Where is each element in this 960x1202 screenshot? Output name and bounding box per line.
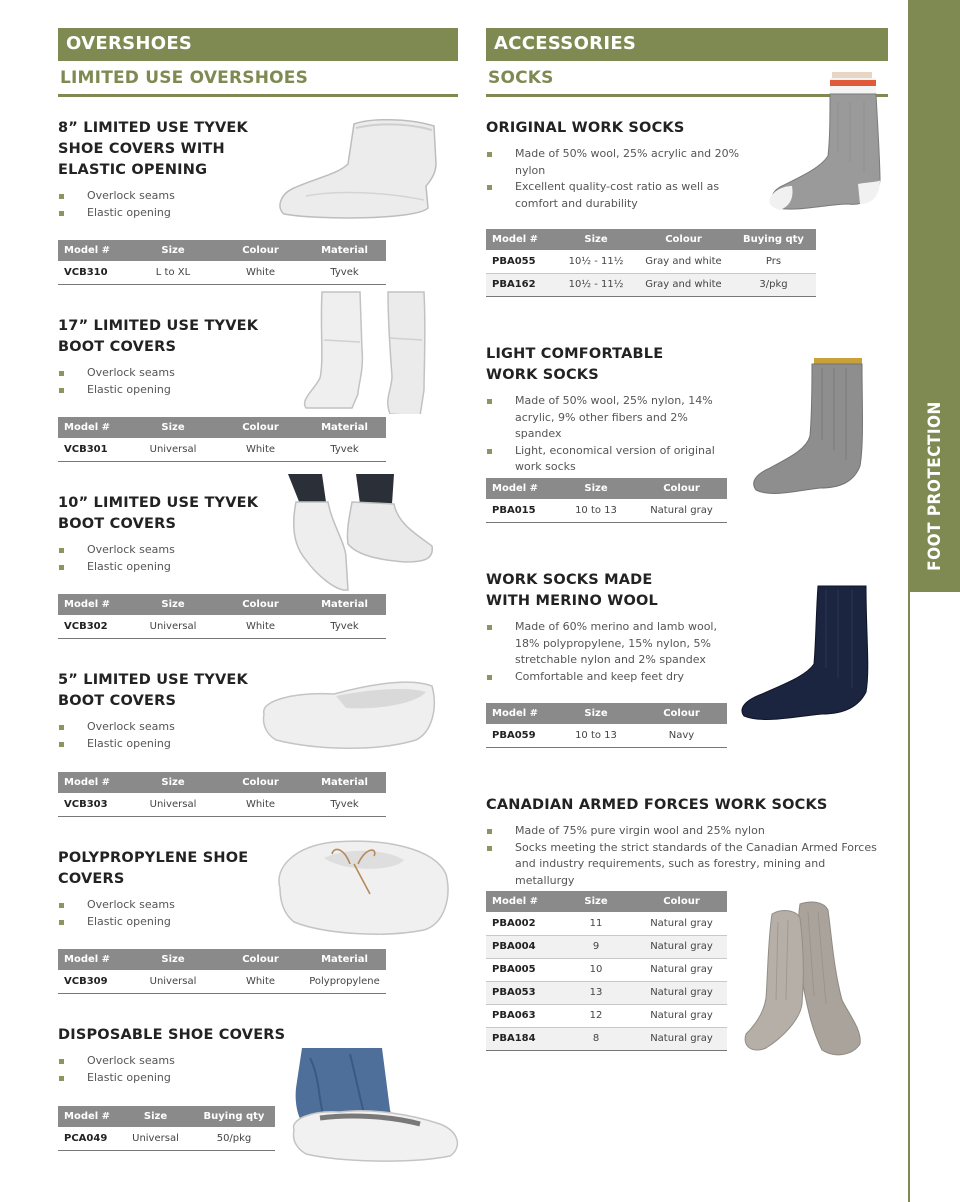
spec-table-pca049 bbox=[58, 1106, 275, 1151]
spec-table-original-socks bbox=[486, 229, 816, 297]
cell: PBA055 bbox=[486, 250, 556, 273]
product-light-socks bbox=[486, 344, 736, 476]
cell: Universal bbox=[128, 793, 218, 816]
header-cell: Buying qty bbox=[731, 229, 816, 250]
cell: PBA005 bbox=[486, 958, 556, 981]
product-vcb303 bbox=[58, 670, 273, 752]
cell: VCB303 bbox=[58, 793, 128, 816]
product-title: POLYPROPYLENE SHOE COVERS bbox=[58, 850, 249, 887]
spec-table-armed-forces-socks bbox=[486, 891, 727, 1051]
header-cell: Material bbox=[303, 949, 386, 970]
product-bullets bbox=[58, 719, 273, 752]
cell: 8 bbox=[556, 1027, 636, 1050]
cell: Tyvek bbox=[303, 793, 386, 816]
product-bullets bbox=[486, 823, 886, 889]
cell: Tyvek bbox=[303, 261, 386, 284]
header-cell: Material bbox=[303, 417, 386, 438]
cell: PBA004 bbox=[486, 935, 556, 958]
cell: Universal bbox=[128, 438, 218, 461]
header-cell: Model # bbox=[486, 478, 556, 499]
cell: PCA049 bbox=[58, 1127, 118, 1150]
cell: 10 bbox=[556, 958, 636, 981]
product-title: LIGHT COMFORTABLE WORK SOCKS bbox=[486, 346, 664, 383]
original-work-socks-image bbox=[768, 72, 884, 214]
table-row bbox=[486, 958, 727, 981]
spec-table-vcb309 bbox=[58, 949, 386, 994]
bullet: Overlock seams bbox=[58, 542, 273, 559]
spec-table-merino-socks bbox=[486, 703, 727, 748]
cell: 13 bbox=[556, 981, 636, 1004]
boot-covers-vcb301-image bbox=[300, 290, 430, 414]
shoe-covers-vcb303-image bbox=[256, 674, 438, 752]
bullet: Overlock seams bbox=[58, 188, 273, 205]
cell: Natural gray bbox=[636, 912, 727, 935]
product-title: DISPOSABLE SHOE COVERS bbox=[58, 1027, 286, 1043]
armed-forces-socks-image bbox=[742, 900, 870, 1060]
table-row bbox=[486, 912, 727, 935]
table-row bbox=[58, 438, 386, 461]
header-cell: Colour bbox=[218, 949, 303, 970]
header-cell: Colour bbox=[636, 703, 727, 724]
bullet: Elastic opening bbox=[58, 205, 273, 222]
cell: Prs bbox=[731, 250, 816, 273]
header-cell: Size bbox=[556, 703, 636, 724]
header-cell: Colour bbox=[218, 594, 303, 615]
product-vcb301 bbox=[58, 316, 273, 398]
header-cell: Colour bbox=[218, 240, 303, 261]
table-row bbox=[486, 499, 727, 522]
shoe-cover-vcb310-image bbox=[276, 116, 438, 224]
product-bullets bbox=[58, 1053, 288, 1086]
product-bullets bbox=[58, 542, 273, 575]
cell: Universal bbox=[128, 970, 218, 993]
boot-covers-vcb302-image bbox=[286, 474, 436, 594]
header-cell: Size bbox=[128, 594, 218, 615]
bullet: Comfortable and keep feet dry bbox=[486, 669, 736, 686]
cell: 9 bbox=[556, 935, 636, 958]
bullet: Overlock seams bbox=[58, 897, 273, 914]
cell: Natural gray bbox=[636, 1027, 727, 1050]
header-cell: Size bbox=[556, 229, 636, 250]
header-cell: Colour bbox=[636, 229, 731, 250]
bullet: Light, economical version of original work socks bbox=[486, 443, 736, 476]
bullet: Excellent quality-cost ratio as well as comfort and durability bbox=[486, 179, 756, 212]
header-cell: Buying qty bbox=[193, 1106, 275, 1127]
header-cell: Size bbox=[556, 891, 636, 912]
header-cell: Material bbox=[303, 594, 386, 615]
cell: Natural gray bbox=[636, 499, 727, 522]
product-bullets bbox=[58, 897, 273, 930]
header-cell: Colour bbox=[218, 772, 303, 793]
table-row bbox=[486, 1027, 727, 1050]
header-cell: Colour bbox=[218, 417, 303, 438]
product-bullets bbox=[486, 146, 756, 212]
cell: White bbox=[218, 261, 303, 284]
merino-wool-socks-image bbox=[738, 584, 872, 724]
cell: PBA015 bbox=[486, 499, 556, 522]
product-vcb302 bbox=[58, 493, 273, 575]
header-cell: Model # bbox=[58, 240, 128, 261]
cell: 10½ - 11½ bbox=[556, 273, 636, 296]
disposable-shoe-covers-image bbox=[290, 1048, 464, 1162]
limited-use-overshoes-subhead: LIMITED USE OVERSHOES bbox=[58, 68, 458, 97]
product-bullets bbox=[486, 393, 736, 476]
table-row bbox=[486, 250, 816, 273]
product-armed-forces-socks bbox=[486, 795, 896, 889]
cell: Natural gray bbox=[636, 935, 727, 958]
bullet: Overlock seams bbox=[58, 719, 273, 736]
table-row bbox=[486, 981, 727, 1004]
cell: Universal bbox=[128, 615, 218, 638]
header-cell: Model # bbox=[58, 1106, 118, 1127]
header-cell: Model # bbox=[486, 891, 556, 912]
table-row bbox=[486, 935, 727, 958]
cell: VCB301 bbox=[58, 438, 128, 461]
spec-table-light-socks bbox=[486, 478, 727, 523]
cell: White bbox=[218, 438, 303, 461]
spec-table-vcb310 bbox=[58, 240, 386, 285]
header-cell: Model # bbox=[58, 594, 128, 615]
bullet: Made of 60% merino and lamb wool, 18% polypropylene, 15% nylon, 5% stretchable nylon and 2% spandex bbox=[486, 619, 736, 669]
product-pca049 bbox=[58, 1025, 288, 1086]
bullet: Made of 50% wool, 25% nylon, 14% acrylic, 9% other fibers and 2% spandex bbox=[486, 393, 736, 443]
product-vcb310 bbox=[58, 118, 273, 221]
shoe-covers-vcb309-image bbox=[274, 838, 452, 938]
cell: Polypropylene bbox=[303, 970, 386, 993]
table-row bbox=[58, 1127, 275, 1150]
header-cell: Model # bbox=[58, 772, 128, 793]
table-row bbox=[58, 793, 386, 816]
cell: White bbox=[218, 793, 303, 816]
table-row bbox=[58, 615, 386, 638]
cell: White bbox=[218, 615, 303, 638]
bullet: Elastic opening bbox=[58, 1070, 288, 1087]
header-cell: Material bbox=[303, 772, 386, 793]
cell: PBA059 bbox=[486, 724, 556, 747]
bullet: Made of 75% pure virgin wool and 25% nylon bbox=[486, 823, 886, 840]
cell: VCB302 bbox=[58, 615, 128, 638]
side-tab bbox=[908, 0, 960, 1202]
cell: VCB309 bbox=[58, 970, 128, 993]
bullet: Elastic opening bbox=[58, 382, 273, 399]
socks-subhead: SOCKS bbox=[486, 68, 888, 97]
table-row bbox=[486, 273, 816, 296]
bullet: Overlock seams bbox=[58, 365, 273, 382]
cell: PBA002 bbox=[486, 912, 556, 935]
product-original-socks bbox=[486, 118, 776, 212]
cell: L to XL bbox=[128, 261, 218, 284]
cell: PBA063 bbox=[486, 1004, 556, 1027]
bullet: Elastic opening bbox=[58, 914, 273, 931]
header-cell: Model # bbox=[486, 703, 556, 724]
header-cell: Colour bbox=[636, 478, 727, 499]
overshoes-column bbox=[58, 28, 458, 97]
product-title: 8” LIMITED USE TYVEK SHOE COVERS WITH ELASTIC OPENING bbox=[58, 120, 248, 178]
header-cell: Model # bbox=[58, 417, 128, 438]
bullet: Elastic opening bbox=[58, 559, 273, 576]
accessories-banner: ACCESSORIES bbox=[486, 28, 888, 61]
side-tab-label: FOOT PROTECTION bbox=[925, 401, 945, 571]
cell: 50/pkg bbox=[193, 1127, 275, 1150]
header-cell: Material bbox=[303, 240, 386, 261]
bullet: Overlock seams bbox=[58, 1053, 288, 1070]
cell: PBA162 bbox=[486, 273, 556, 296]
cell: 10½ - 11½ bbox=[556, 250, 636, 273]
header-cell: Size bbox=[118, 1106, 193, 1127]
header-cell: Colour bbox=[636, 891, 727, 912]
product-bullets bbox=[58, 188, 273, 221]
product-merino-socks bbox=[486, 570, 736, 685]
header-cell: Size bbox=[128, 240, 218, 261]
bullet: Socks meeting the strict standards of the Canadian Armed Forces and industry requirements, such as forestry, mining and metallurgy bbox=[486, 840, 886, 890]
cell: Universal bbox=[118, 1127, 193, 1150]
cell: Natural gray bbox=[636, 1004, 727, 1027]
cell: Navy bbox=[636, 724, 727, 747]
cell: Gray and white bbox=[636, 273, 731, 296]
header-cell: Size bbox=[128, 949, 218, 970]
table-row bbox=[58, 261, 386, 284]
bullet: Made of 50% wool, 25% acrylic and 20% nylon bbox=[486, 146, 756, 179]
spec-table-vcb302 bbox=[58, 594, 386, 639]
cell: 10 to 13 bbox=[556, 724, 636, 747]
cell: VCB310 bbox=[58, 261, 128, 284]
cell: 12 bbox=[556, 1004, 636, 1027]
table-row bbox=[486, 1004, 727, 1027]
cell: White bbox=[218, 970, 303, 993]
cell: Tyvek bbox=[303, 615, 386, 638]
product-title: WORK SOCKS MADE WITH MERINO WOOL bbox=[486, 572, 658, 609]
header-cell: Size bbox=[556, 478, 636, 499]
cell: Tyvek bbox=[303, 438, 386, 461]
overshoes-banner: OVERSHOES bbox=[58, 28, 458, 61]
cell: PBA184 bbox=[486, 1027, 556, 1050]
bullet: Elastic opening bbox=[58, 736, 273, 753]
header-cell: Size bbox=[128, 772, 218, 793]
product-title: CANADIAN ARMED FORCES WORK SOCKS bbox=[486, 797, 828, 813]
product-title: 10” LIMITED USE TYVEK BOOT COVERS bbox=[58, 495, 259, 532]
cell: PBA053 bbox=[486, 981, 556, 1004]
cell: 10 to 13 bbox=[556, 499, 636, 522]
header-cell: Size bbox=[128, 417, 218, 438]
cell: 11 bbox=[556, 912, 636, 935]
product-title: 5” LIMITED USE TYVEK BOOT COVERS bbox=[58, 672, 248, 709]
header-cell: Model # bbox=[486, 229, 556, 250]
cell: Natural gray bbox=[636, 958, 727, 981]
spec-table-vcb303 bbox=[58, 772, 386, 817]
cell: Gray and white bbox=[636, 250, 731, 273]
table-row bbox=[58, 970, 386, 993]
table-row bbox=[486, 724, 727, 747]
cell: Natural gray bbox=[636, 981, 727, 1004]
product-title: 17” LIMITED USE TYVEK BOOT COVERS bbox=[58, 318, 259, 355]
cell: 3/pkg bbox=[731, 273, 816, 296]
product-title: ORIGINAL WORK SOCKS bbox=[486, 120, 685, 136]
product-bullets bbox=[486, 619, 736, 685]
light-work-socks-image bbox=[750, 356, 868, 498]
spec-table-vcb301 bbox=[58, 417, 386, 462]
product-bullets bbox=[58, 365, 273, 398]
header-cell: Model # bbox=[58, 949, 128, 970]
product-vcb309 bbox=[58, 848, 273, 930]
